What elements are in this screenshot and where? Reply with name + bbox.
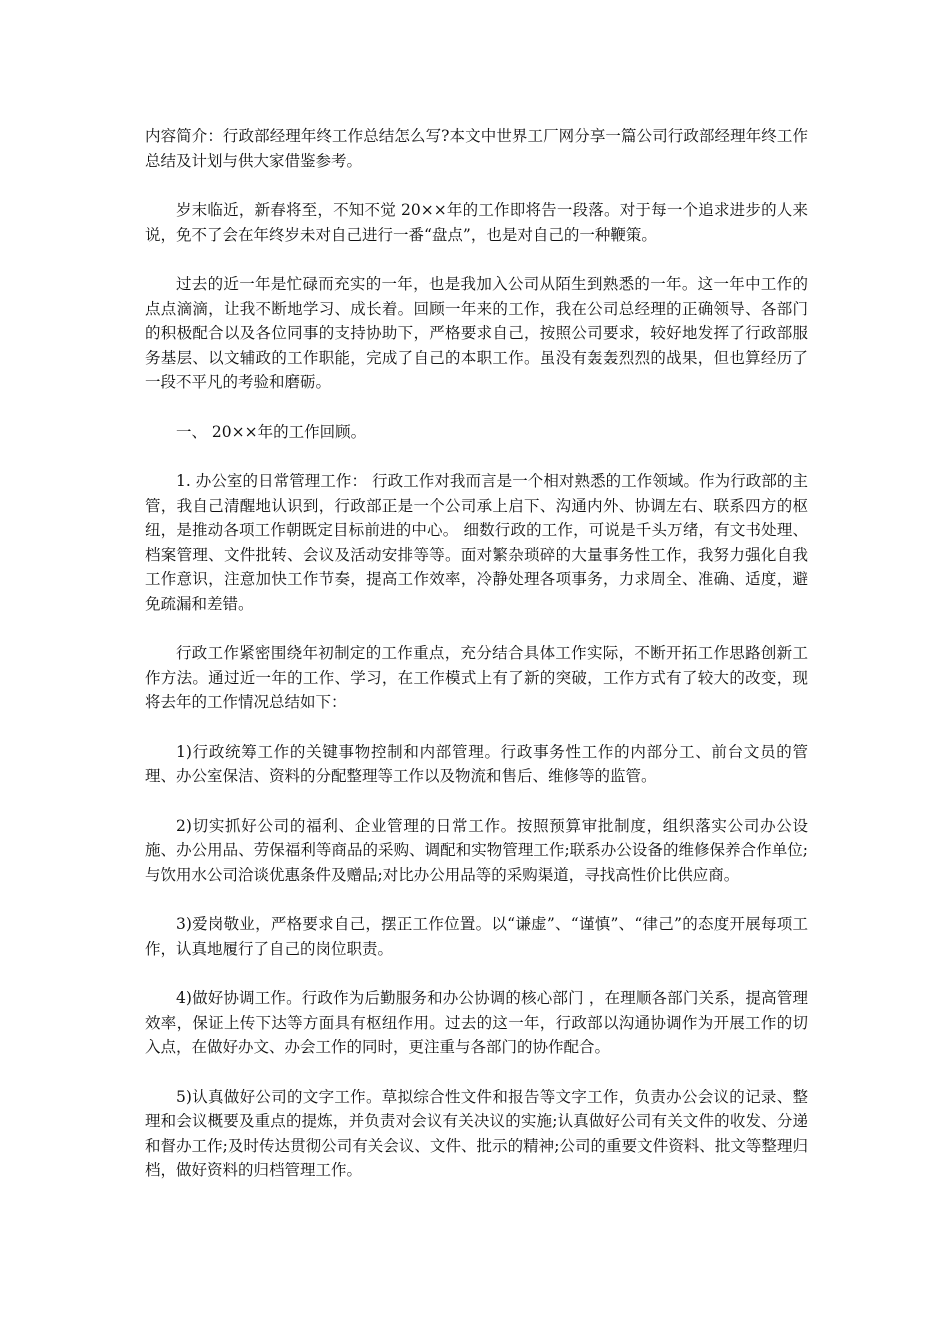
list-item-1: 1)行政统筹工作的关键事物控制和内部管理。行政事务性工作的内部分工、前台文员的管理、办公室保洁、资料的分配整理等工作以及物流和售后、维修等的监管。 [145, 742, 808, 785]
list-item-5: 5)认真做好公司的文字工作。草拟综合性文件和报告等文字工作，负责办公会议的记录、整理和会议概要及重点的提炼，并负责对会议有关决议的实施;认真做好公司有关文件的收发、分递和督办工作;及时传达贯彻公司有关会议、文件、批示的精神;公司的重要文件资料、批文等整理归档，做好资料的归档管理工作。 [145, 1087, 808, 1179]
list-item-2: 2)切实抓好公司的福利、企业管理的日常工作。按照预算审批制度，组织落实公司办公设施、办公用品、劳保福利等商品的采购、调配和实物管理工作;联系办公设备的维修保养合作单位;与饮用水公司洽谈优惠条件及赠品;对比办公用品等的采购渠道，寻找高性价比供应商。 [145, 816, 808, 884]
document-body [145, 124, 808, 1208]
list-item-4: 4)做好协调工作。行政作为后勤服务和办公协调的核心部门 ，在理顺各部门关系，提高管理效率，保证上传下达等方面具有枢纽作用。过去的这一年，行政部以沟通协调作为开展工作的切入点，在做好办文、办会工作的同时，更注重与各部门的协作配合。 [145, 989, 808, 1056]
paragraph-year-end: 岁末临近，新春将至，不知不觉 20××年的工作即将告一段落。对于每一个追求进步的人来说，免不了会在年终岁未对自己进行一番“盘点”，也是对自己的一种鞭策。 [145, 201, 808, 244]
list-item-3: 3)爱岗敬业，严格要求自己，摆正工作位置。以“谦虚”、“谨慎”、“律己”的态度开展每项工作，认真地履行了自己的岗位职责。 [145, 915, 808, 958]
intro-paragraph: 内容简介：行政部经理年终工作总结怎么写?本文中世界工厂网分享一篇公司行政部经理年终工作总结及计划与供大家借鉴参考。 [145, 127, 808, 170]
section-heading-work-review: 一、 20××年的工作回顾。 [176, 422, 367, 441]
paragraph-past-year: 过去的近一年是忙碌而充实的一年，也是我加入公司从陌生到熟悉的一年。这一年中工作的点点滴滴，让我不断地学习、成长着。回顾一年来的工作，我在公司总经理的正确领导、各部门的积极配合以及各位同事的支持协助下，严格要求自己，按照公司要求，较好地发挥了行政部服务基层、以文辅政的工作职能，完成了自己的本职工作。虽没有轰轰烈烈的战果，但也算经历了一段不平凡的考验和磨砺。 [145, 275, 808, 391]
paragraph-daily-management: 1. 办公室的日常管理工作： 行政工作对我而言是一个相对熟悉的工作领域。作为行政部的主管，我自己清醒地认识到，行政部正是一个公司承上启下、沟通内外、协调左右、联系四方的枢纽，是推动各项工作朝既定目标前进的中心。 细数行政的工作，可说是千头万绪，有文书处理、档案管理、文件批转、会议及活动安排等等。面对繁杂琐碎的大量事务性工作，我努力强化自我工作意识，注意加快工作节奏，提高工作效率，冷静处理各项事务，力求周全、准确、适度，避免疏漏和差错。 [145, 472, 808, 613]
paragraph-work-focus: 行政工作紧密围绕年初制定的工作重点，充分结合具体工作实际，不断开拓工作思路创新工作方法。通过近一年的工作、学习，在工作模式上有了新的突破，工作方式有了较大的改变，现将去年的工作情况总结如下： [145, 644, 808, 711]
